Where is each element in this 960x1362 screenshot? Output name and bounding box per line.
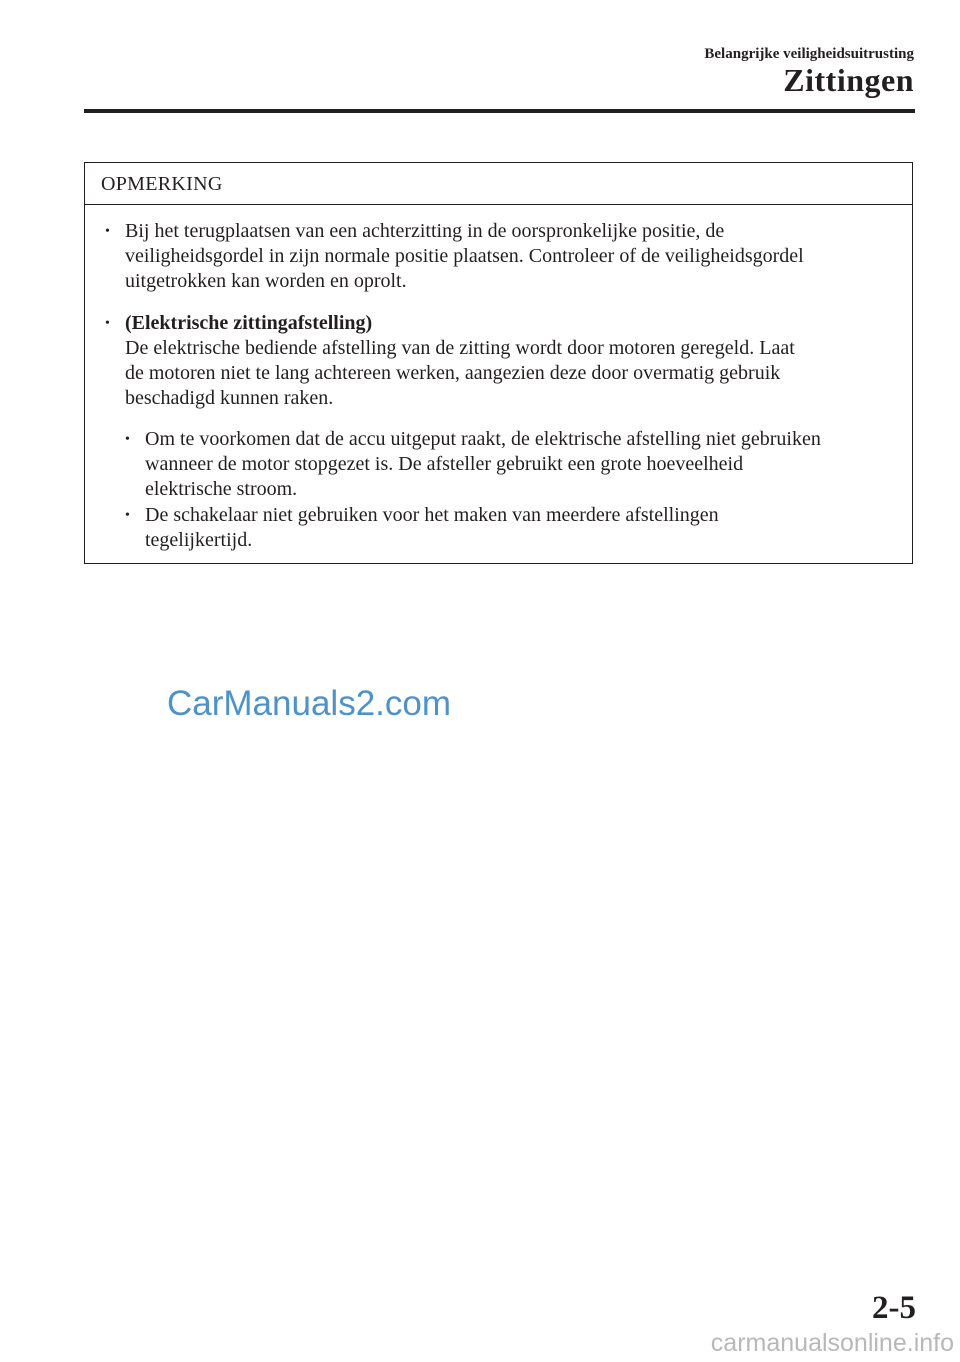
- note-subitem: [125, 427, 905, 502]
- bullet-icon: •: [105, 316, 110, 331]
- note-box: [84, 162, 913, 564]
- note-title: OPMERKING: [101, 173, 223, 195]
- note-item: [105, 311, 895, 411]
- note-item-text: De elektrische bediende afstelling van de zitting wordt door motoren geregeld. Laat de motoren niet te lang achtereen werken, aangezien deze door overmatig gebruik beschadigd kunnen raken.: [125, 337, 795, 409]
- note-subitem-text: Om te voorkomen dat de accu uitgeput raakt, de elektrische afstelling niet gebruiken wanneer de motor stopgezet is. De afsteller gebruikt een grote hoeveelheid elektrische stroom.: [145, 428, 821, 500]
- note-title-divider: [85, 204, 912, 205]
- watermark-logo: CarManuals2.com: [167, 684, 451, 723]
- bullet-icon: •: [125, 508, 130, 523]
- note-subitem: [125, 503, 905, 553]
- chapter-title: Zittingen: [783, 62, 914, 98]
- page-number: 2-5: [872, 1290, 916, 1326]
- note-subitem-text: De schakelaar niet gebruiken voor het maken van meerdere afstellingen tegelijkertijd.: [145, 504, 719, 551]
- bullet-icon: •: [125, 432, 130, 447]
- note-item: [105, 219, 895, 294]
- header-divider: [84, 109, 915, 113]
- section-title: Belangrijke veiligheidsuitrusting: [704, 46, 914, 62]
- note-item-heading: (Elektrische zittingafstelling): [125, 312, 373, 334]
- note-item-text: Bij het terugplaatsen van een achterzitting in de oorspronkelijke positie, de veiligheidsgordel in zijn normale positie plaatsen. Controleer of de veiligheidsgordel uitgetrokken kan worden en oprolt.: [125, 220, 804, 292]
- footer-watermark: carmanualsonline.info: [710, 1329, 954, 1357]
- bullet-icon: •: [105, 224, 110, 239]
